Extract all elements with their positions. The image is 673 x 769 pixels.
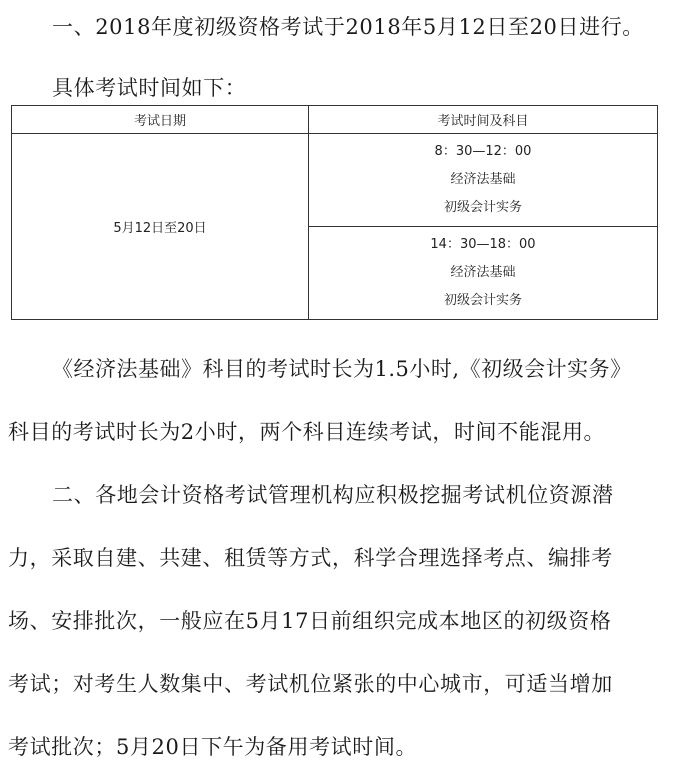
- slot-time: 14：30—18：00: [430, 237, 536, 252]
- table-row: [12, 134, 658, 227]
- slot-subject: 初级会计实务: [443, 293, 522, 308]
- section-one-heading: 一、2018年度初级资格考试于2018年5月12日至20日进行。: [52, 15, 644, 39]
- morning-slot-cell: [309, 134, 658, 227]
- header-exam-date: 考试日期: [12, 106, 309, 134]
- section-two-line: 场、安排批次，一般应在5月17日前组织完成本地区的初级资格: [8, 609, 612, 633]
- schedule-intro: 具体考试时间如下：: [52, 76, 247, 100]
- section-two-line: 考试批次；5月20日下午为备用考试时间。: [8, 735, 418, 759]
- section-two-line: 二、各地会计资格考试管理机构应积极挖掘考试机位资源潜: [52, 483, 614, 507]
- slot-subject: 经济法基础: [450, 172, 516, 187]
- duration-paragraph-line: 科目的考试时长为2小时，两个科目连续考试，时间不能混用。: [8, 420, 606, 444]
- section-two-line: 力，采取自建、共建、租赁等方式，科学合理选择考点、编排考: [8, 546, 613, 570]
- slot-subject: 经济法基础: [450, 265, 516, 280]
- table-header-row: [12, 106, 658, 134]
- section-two-line: 考试；对考生人数集中、考试机位紧张的中心城市，可适当增加: [8, 672, 613, 696]
- slot-subject: 初级会计实务: [443, 200, 522, 215]
- exam-schedule-table: [11, 105, 658, 320]
- exam-date-cell: 5月12日至20日: [12, 134, 309, 320]
- duration-paragraph-line: 《经济法基础》科目的考试时长为1.5小时,《初级会计实务》: [52, 357, 632, 381]
- afternoon-slot-cell: [309, 227, 658, 320]
- header-exam-time-subject: 考试时间及科目: [309, 106, 658, 134]
- slot-time: 8：30—12：00: [434, 144, 532, 159]
